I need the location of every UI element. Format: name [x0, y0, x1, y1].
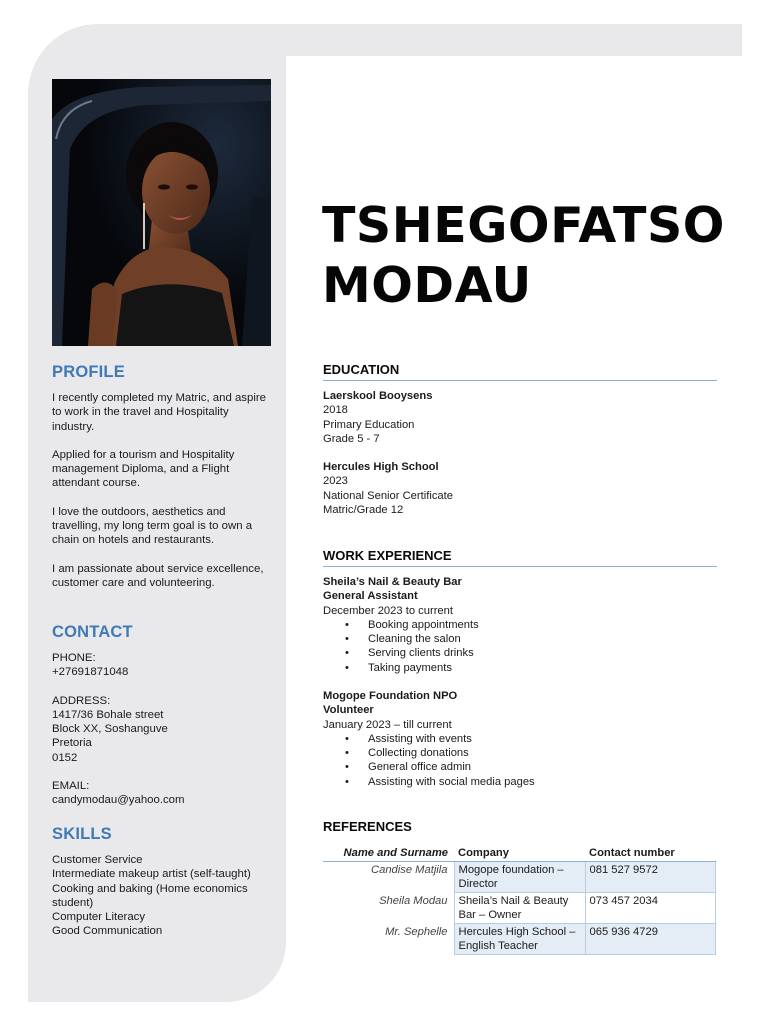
- school-grade: Grade 5 - 7: [323, 432, 380, 445]
- work-heading: WORK EXPERIENCE: [323, 548, 717, 567]
- skill-item: Customer Service: [52, 854, 143, 866]
- last-name: MODAU: [322, 257, 532, 314]
- job-org: Sheila’s Nail & Beauty Bar: [323, 576, 462, 588]
- job-entry: [323, 575, 717, 675]
- job-entry: [323, 689, 717, 789]
- ref-contact: 065 936 4729: [585, 924, 716, 955]
- school-grade: Matric/Grade 12: [323, 503, 404, 516]
- address-line: 0152: [52, 751, 78, 764]
- profile-paragraph: Applied for a tourism and Hospitality management Diploma, and a Flight attendant course.: [52, 448, 235, 490]
- school-year: 2018: [323, 404, 348, 417]
- skill-item: Intermediate makeup artist (self-taught): [52, 868, 251, 881]
- ref-name: Sheila Modau: [379, 894, 448, 907]
- profile-paragraph: I am passionate about service excellence, customer care and volunteering.: [52, 562, 264, 589]
- school-level: Primary Education: [323, 418, 415, 431]
- school-level: National Senior Certificate: [323, 489, 453, 502]
- ref-contact: 081 527 9572: [585, 862, 716, 893]
- col-name-header: Name and Surname: [323, 845, 454, 862]
- job-role: General Assistant: [323, 590, 418, 603]
- job-duty: • Serving clients drinks: [323, 646, 717, 660]
- col-company-header: Company: [454, 845, 585, 862]
- phone-label: PHONE:: [52, 652, 96, 664]
- job-period: January 2023 – till current: [323, 718, 452, 731]
- col-contact-header: Contact number: [585, 845, 716, 862]
- job-duty: • Assisting with events: [323, 732, 717, 746]
- email-label: EMAIL:: [52, 780, 90, 793]
- ref-company: Hercules High School – English Teacher: [454, 924, 585, 955]
- profile-paragraph: I love the outdoors, aesthetics and travelling, my long term goal is to own a chain on hotels and restaurants.: [52, 505, 253, 547]
- job-duty: • Booking appointments: [323, 618, 717, 632]
- job-duty: • Cleaning the salon: [323, 632, 717, 646]
- profile-paragraph: I recently completed my Matric, and aspire to work in the travel and Hospitality industry.: [52, 392, 266, 433]
- skill-item: Good Communication: [52, 925, 163, 938]
- education-heading: EDUCATION: [323, 362, 717, 381]
- contact-heading: CONTACT: [52, 623, 133, 641]
- skill-item: Computer Literacy: [52, 911, 146, 924]
- table-row: [323, 893, 716, 924]
- profile-section: [52, 362, 267, 590]
- address-line: Pretoria: [52, 737, 92, 750]
- ref-company: Sheila’s Nail & Beauty Bar – Owner: [454, 893, 585, 924]
- school-name: Hercules High School: [323, 461, 439, 473]
- job-role: Volunteer: [323, 704, 374, 717]
- skills-section: [52, 824, 267, 939]
- references-table: [323, 845, 716, 955]
- ref-name: Candise Matjila: [371, 864, 448, 876]
- job-duty: • General office admin: [323, 760, 717, 774]
- contact-section: [52, 622, 267, 808]
- table-header-row: [323, 845, 716, 862]
- school-name: Laerskool Booysens: [323, 390, 433, 402]
- job-duty: • Assisting with social media pages: [323, 775, 717, 789]
- education-entry: [323, 389, 717, 446]
- table-row: [323, 862, 716, 893]
- address-line: Block XX, Soshanguve: [52, 723, 168, 736]
- email-value: candymodau@yahoo.com: [52, 794, 185, 807]
- address-line: 1417/36 Bohale street: [52, 708, 164, 721]
- skill-item: Cooking and baking (Home economics student): [52, 882, 248, 909]
- ref-company: Mogope foundation – Director: [454, 862, 585, 893]
- first-name: TSHEGOFATSO: [322, 197, 725, 254]
- job-duties: [323, 732, 717, 789]
- education-entry: [323, 460, 717, 517]
- ref-name: Mr. Sephelle: [385, 925, 448, 938]
- job-duties: [323, 618, 717, 675]
- job-period: December 2023 to current: [323, 604, 453, 617]
- phone-value: +27691871048: [52, 666, 129, 679]
- job-org: Mogope Foundation NPO: [323, 690, 458, 702]
- address-label: ADDRESS:: [52, 694, 111, 707]
- candidate-name: [322, 196, 725, 316]
- skills-heading: SKILLS: [52, 825, 112, 843]
- profile-heading: PROFILE: [52, 363, 125, 381]
- job-duty: • Collecting donations: [323, 746, 717, 760]
- profile-photo: [52, 79, 271, 346]
- job-duty: • Taking payments: [323, 661, 717, 675]
- table-row: [323, 924, 716, 955]
- ref-contact: 073 457 2034: [585, 893, 716, 924]
- references-heading: REFERENCES: [323, 819, 412, 834]
- school-year: 2023: [323, 475, 348, 488]
